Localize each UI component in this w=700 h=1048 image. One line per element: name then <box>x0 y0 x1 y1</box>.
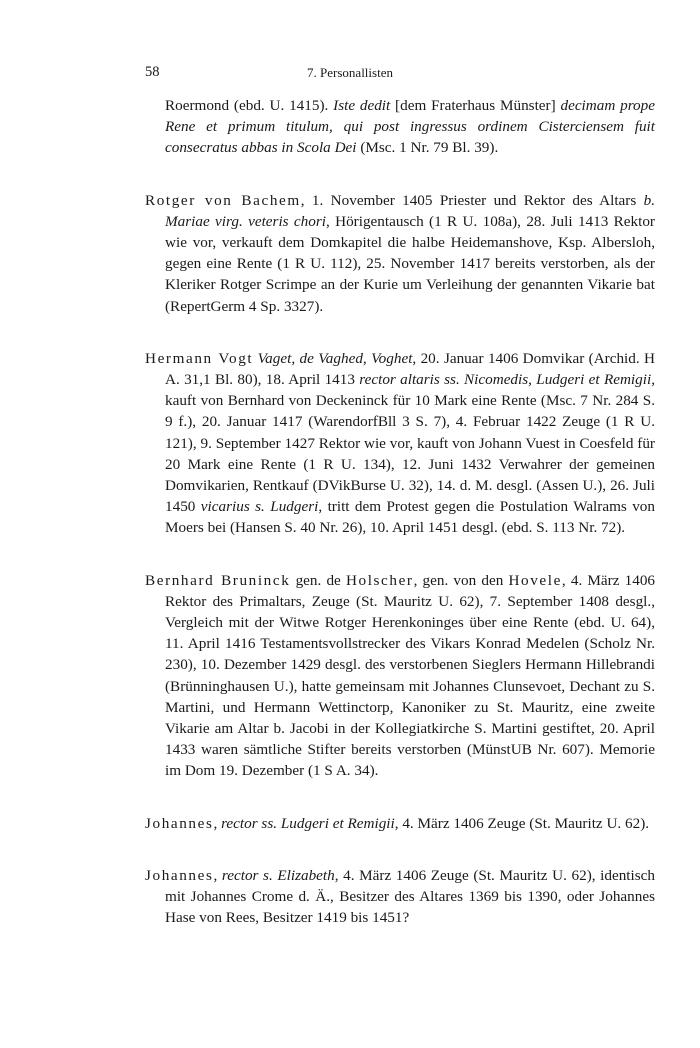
latin-phrase: rector ss. Ludgeri et Remigii <box>221 814 395 832</box>
entry-text: , kauft von Bernhard von Deckeninck für 10 Mark eine Rente (Msc. 7 Nr. 284 S. 9 f.), 20. Januar 1417 (WarendorfBll 3 S. 7), 4. Februar 1422 Zeuge (1 R U. 121), 9. September 1427 Rektor wie vor, kauft von Johann Vuest in Coesfeld für 20 Mark eine Rente (1 R U. 134), 12. Juni 1432 Verwahrer der gemeinen Domvikarien, Rentkauf (DVikBurse U. 32), 14. d. M. desgl. (Assen U.), 26. Juli 1450 <box>165 371 655 516</box>
page-header <box>145 64 555 84</box>
entry-rotger-von-bachem <box>145 190 655 317</box>
latin-phrase: decimam prope Rene et primum titulum, qui post ingressus ordinem Cisterciensem fuit consecratus abbas in Scola Dei <box>165 97 655 157</box>
person-name: Johannes <box>145 866 214 884</box>
running-head: 7. Personallisten <box>307 65 393 80</box>
entry-text: [dem Fraterhaus Münster] <box>390 97 561 114</box>
entry-text: (Msc. 1 Nr. 79 Bl. 39). <box>356 139 499 157</box>
entry-continuation <box>145 95 655 159</box>
person-name: Hovele <box>508 571 562 589</box>
entry-text: , 1. November 1405 Priester und Rektor des Altars <box>300 191 644 209</box>
entry-text: , 4. März 1406 Zeuge (St. Mauritz U. 62), identisch mit Johannes Crome d. Ä., Besitzer des Altares 1369 bis 1390, oder Johannes Hase von Rees, Besitzer 1419 bis 1451? <box>165 866 655 927</box>
entry-text: Roermond (ebd. U. 1415). <box>165 97 334 114</box>
person-name: Johannes <box>145 814 214 832</box>
page-number: 58 <box>145 64 160 80</box>
person-name: Holscher <box>345 571 414 589</box>
entry-johannes-elizabeth <box>145 865 655 929</box>
latin-phrase: b. Mariae virg. veteris chori <box>165 191 656 230</box>
person-name: Bernhard Bruninck <box>145 571 291 589</box>
latin-phrase: rector altaris ss. Nicomedis, Ludgeri et Remigii <box>359 371 652 389</box>
entry-text: , <box>213 814 222 832</box>
entry-text: , 4. März 1406 Rektor des Primaltars, Zeuge (St. Mauritz U. 62), 7. September 1408 desgl., Vergleich mit der Witwe Rotger Herenkoninges über eine Rente (ebd. U. 64), 11. April 1416 Testamentsvollstrecker des Vikars Konrad Medelen (Scholz Nr. 230), 10. Dezember 1429 desgl. des verstorbenen Sieglers Hermann Hillebrandi (Brünninghausen U.), hatte gemeinsam mit Johannes Clunsevoet, Dechant zu S. Martini, und Hermann Wettinctorp, Kanoniker zu St. Mauritz, eine zweite Vikarie am Altar b. Jacobi in der Kollegiatkirche S. Martini gestiftet, 20. April 1433 waren sämtliche Stifter bereits verstorben (MünstUB Nr. 607). Memorie im Dom 19. Dezember (1 S A. 34). <box>165 571 656 780</box>
entry-hermann-vogt <box>145 348 655 539</box>
person-name: Hermann Vogt <box>145 349 254 367</box>
latin-phrase: vicarius s. Ludgeri <box>200 498 319 516</box>
entry-text: , Hörigentausch (1 R U. 108a), 28. Juli 1413 Rektor wie vor, verkauft dem Domkapitel die halbe Heidemanshove, Ksp. Albersloh, gegen eine Rente (1 R U. 112), 25. November 1417 bereits verstorben, als der Kleriker Rotger Scrimpe an der Kurie um Verleihung der genannten Vikarie bat (RepertGerm 4 Sp. 3327). <box>165 212 655 315</box>
latin-phrase: Iste dedit <box>333 97 391 114</box>
body-text <box>145 95 655 960</box>
entry-text: , 20. Januar 1406 Domvikar (Archid. H A. 31,1 Bl. 80), 18. April 1413 <box>165 349 655 389</box>
entry-text: , tritt dem Protest gegen die Postulation Walrams von Moers bei (Hansen S. 40 Nr. 26), 10. April 1451 desgl. (ebd. S. 113 Nr. 72). <box>165 498 655 537</box>
entry-text: , <box>213 866 222 884</box>
entry-text: , gen. von den <box>413 571 509 589</box>
latin-phrase: Vaget, de Vaghed, Voghet <box>257 349 413 367</box>
entry-text: gen. de <box>290 571 346 589</box>
entry-johannes-ludgeri <box>145 813 655 834</box>
entry-bernhard-bruninck <box>145 570 655 782</box>
entry-text: , 4. März 1406 Zeuge (St. Mauritz U. 62). <box>394 814 650 832</box>
person-name: Rotger von Bachem <box>145 191 301 209</box>
latin-phrase: rector s. Elizabeth <box>221 866 335 884</box>
